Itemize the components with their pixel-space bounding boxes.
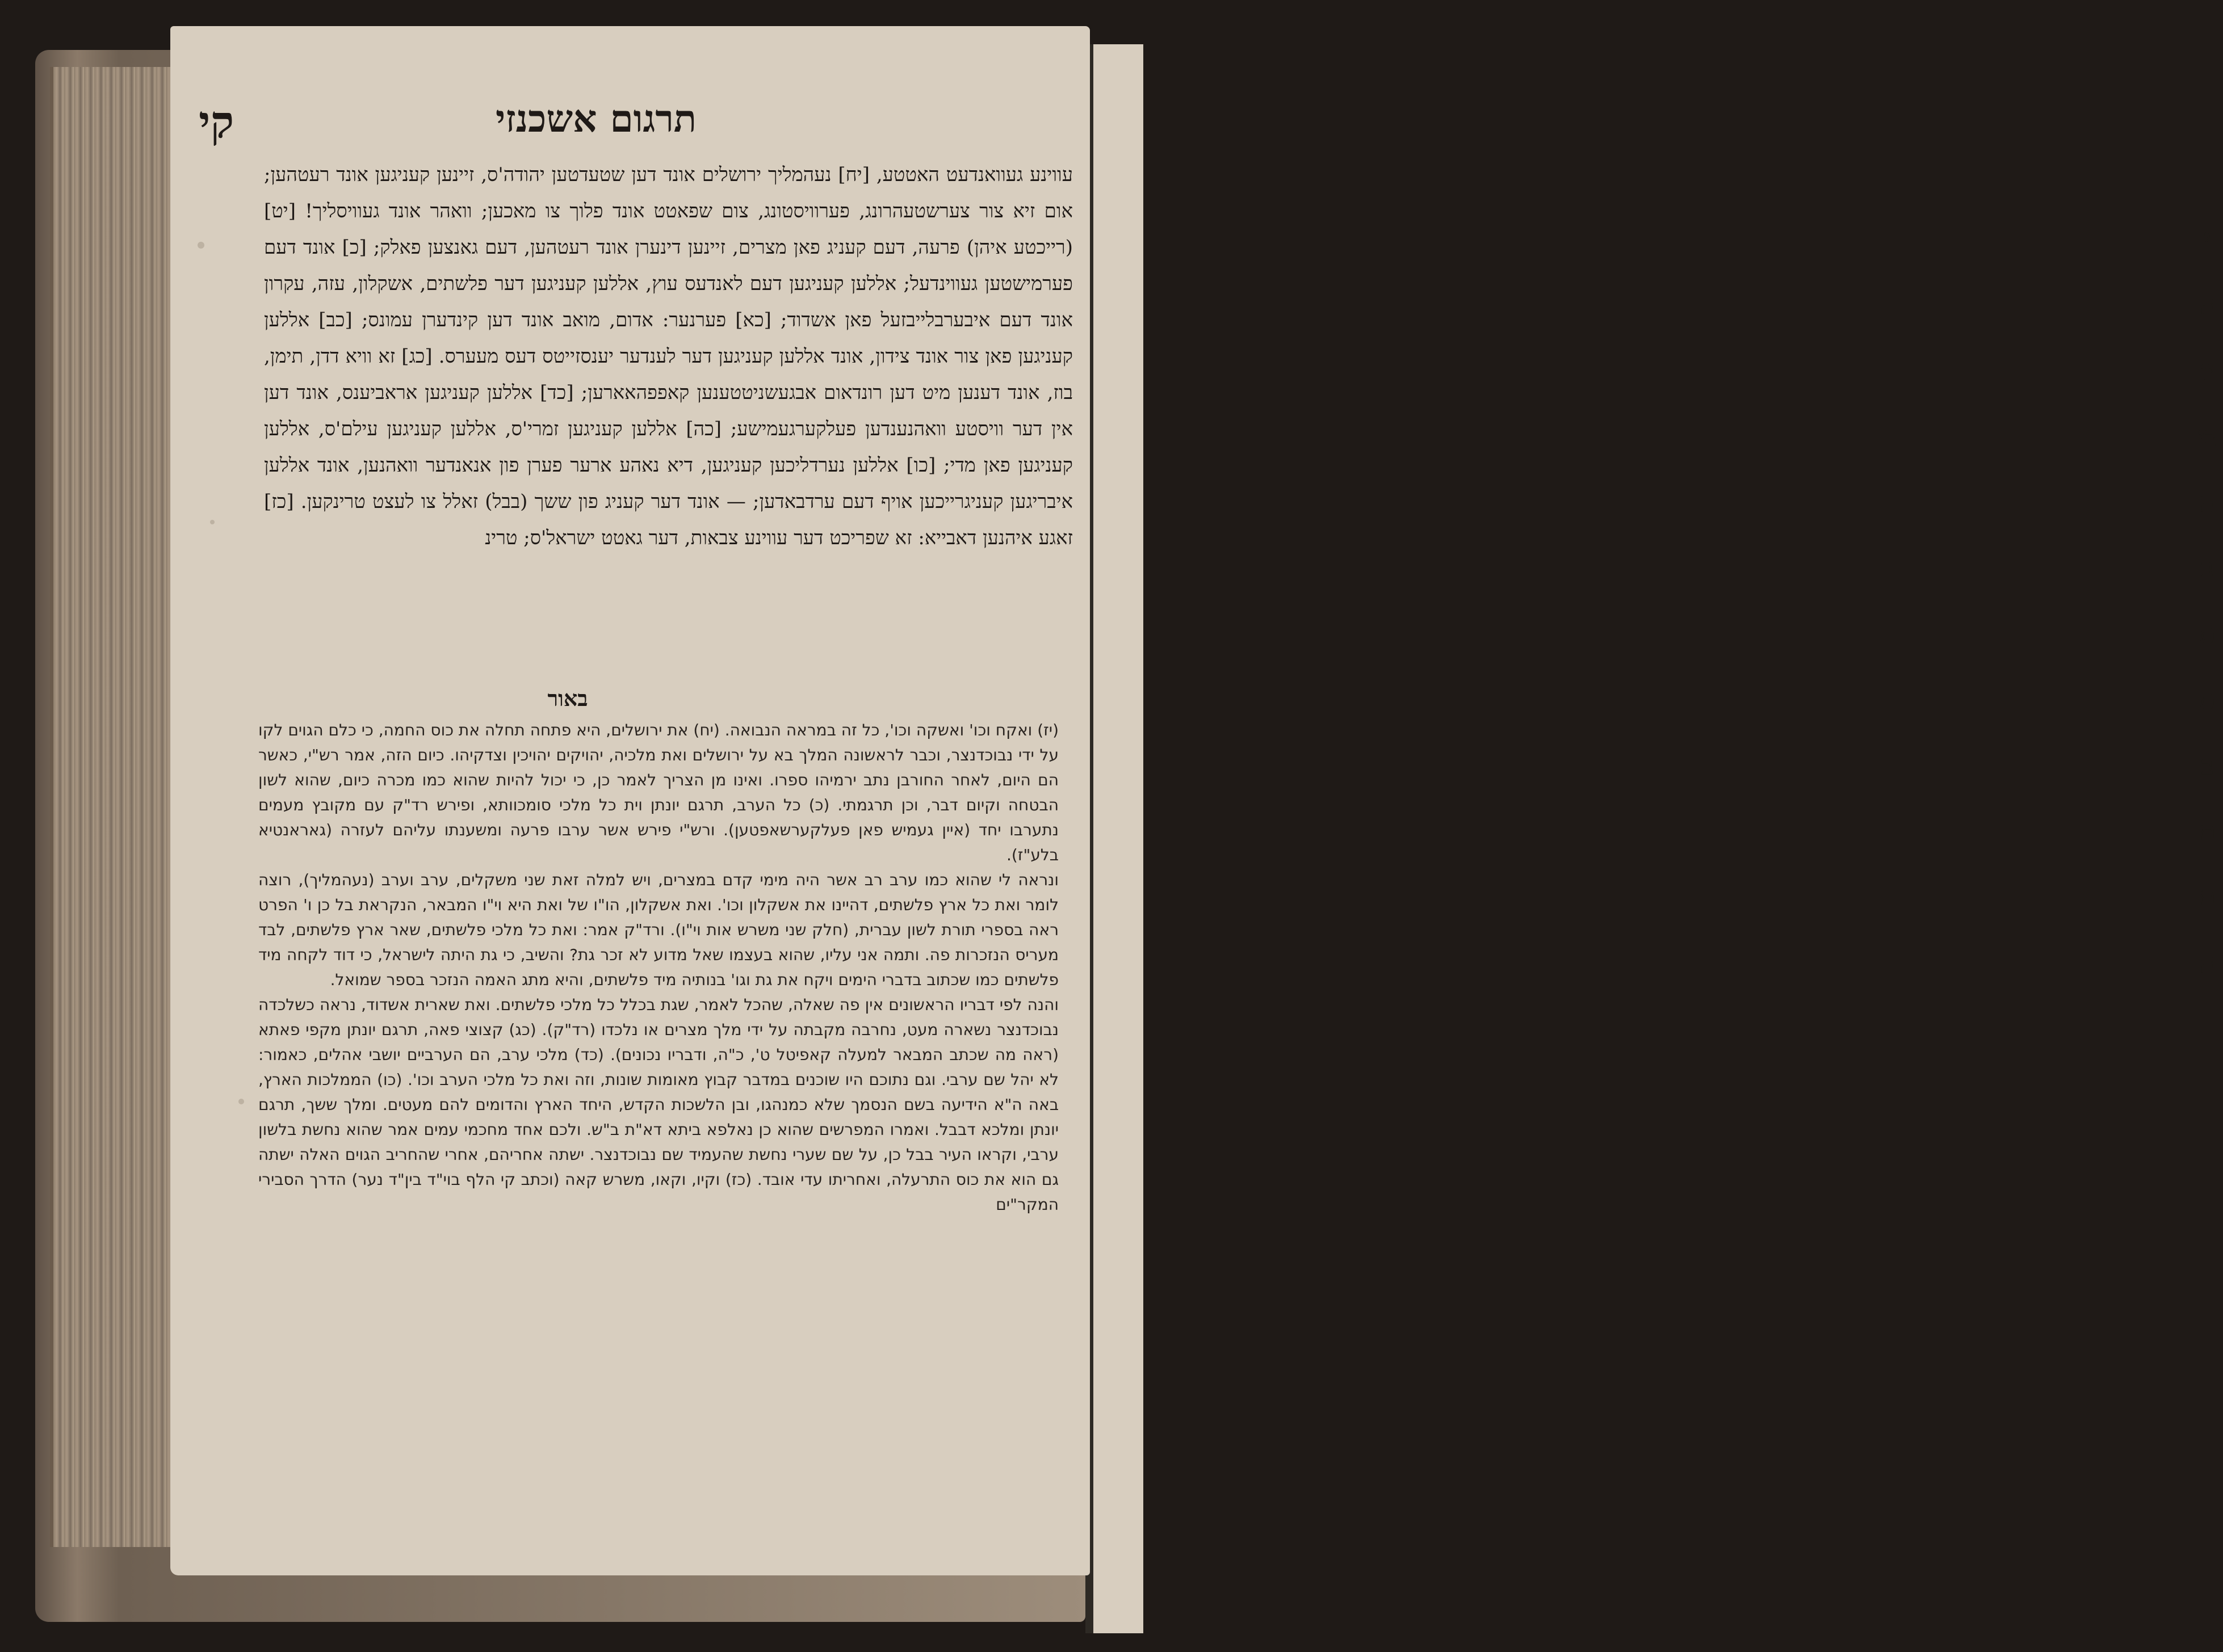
facing-page-letters — [2192, 206, 2223, 1398]
facing-letter: ב — [2201, 553, 2214, 583]
commentary-paragraph: והנה לפי דבריו הראשונים אין פה שאלה, שהכל לאמר, שגת בכלל כל מלכי פלשתים. ואת שארית אשדוד, נראה כשלכדה נבוכדנצר נשארה מעט, נחרבה מקבתה על ידי מלך מצרים או נלכדו (רד"ק). (כג) קצוצי פאה, תרגם יונתן מקפי פאתא (ראה מה שכתב המבאר למעלה קאפיטל ט', כ"ה, ודבריו נכונים). (כד) מלכי ערב, הם הערביים יושבי אהלים, כאמור: לא יהל שם ערבי. וגם נתוכם היו שוכנים במדבר קבוץ מאומות שונות, וזה ואת כל מלכי הערב וכו'. (כו) הממלכות הארץ, באה ה"א הידיעה בשם הנסמך שלא כמנהגו, ובן הלשכות הקדש, היחד הארץ והדומים להם מעטים. ומלך ששך, תרגם יונתן ומלכא דבבל. ואמרו המפרשים שהוא כן נאלפא ביתא דא"ת ב"ש. ולכם אחד מחכמי עמים אמר שהוא נחשת בלשון ערבי, וקראו העיר בבל כן, על שם שערי נחשת שהעמיד שם נבוכדנצר. ישתה אחריהם, אחרי שהחריב הגוים האלה ישתה גם הוא את כוס התרעלה, ואחריתו עדי אובד. (כז) וקיו, וקאו, משרש קאה (וכתב קי הלף בוי"ד בין"ד נער) הדרך הסבירי המקר"ים — [258, 995, 1059, 1214]
facing-letter: ת — [2199, 684, 2216, 715]
paper-spot — [210, 520, 215, 524]
facing-letter: ה — [2200, 289, 2215, 320]
facing-letter: ה — [2200, 948, 2215, 978]
facing-letter: ם — [2199, 882, 2216, 913]
facing-letter: בי — [2197, 421, 2217, 452]
facing-letter: ת — [2199, 619, 2216, 649]
commentary-text — [258, 718, 1059, 1456]
commentary-paragraph: (יז) ואקח וכו' ואשקה וכו', כל זה במראה הנבואה. (יח) את ירושלים, היא פתחה תחלה את כוס החמה, כי כלם הגוים לקו על ידי נבוכדנצר, וכבר לראשונה המלך בא על ירושלים ואת מלכיה, יהויקים יהויכין וצדקיהו. כיום הזה, אמר רש"י, כאשר הם היום, לאחר החורבן נתב ירמיהו ספרו. ואינו מן הצריך לאמר כן, כי יכול להיות שהוא כמו מכרה כיום, שהוא לשון הבטחה וקיום דבר, וכן תרגמתי. (כ) כל הערב, תרגם יונתן וית כל מלכי סומכוותא, ופירש רד"ק עם מקובץ מעמים נתערבו יחד (איין געמיש פאן פעלקערשאפטען). ורש"י פירש אשר ערבו פרעה ומשענתו עליהם לעזרה (גאראנטיא בלע"ז). — [258, 721, 1059, 864]
facing-letter: יו — [2200, 355, 2214, 386]
page-header — [199, 96, 812, 153]
paper-spot — [198, 242, 204, 249]
translation-text — [264, 157, 1073, 704]
page-number: קי — [199, 96, 234, 148]
facing-letter: ב — [2201, 750, 2214, 781]
facing-letter: י — [2204, 224, 2211, 254]
translation-paragraph: עווינע געוואנדעט האטטע, [יח] נעהמליך ירושלים אונד דען שטעדטען יהודה'ס, זיינען קעניגען אונד רעטהען; אום זיא צור צערשטעהרונג, פערוויסטונג, צום שפאטט אונד פלוך צו מאכען; וואהר אונד געוויסליך! [יט] (רייכטע איהן) פרעה, דעם קעניג פאן מצרים, זיינען דינערן אונד רעטהען, דעם גאנצען פאלק; [כ] אונד דעם פערמישטען געווינדעל; אללען קעניגען דעם לאנדעס עוץ, אללען קעניגען דער פלשתים, אשקלון, עזה, עקרון אונד דעם איבערבלייבזעל פאן אשדוד; [כא] פערנער: אדום, מואב אונד דען קינדערן עמונס; [כב] אללען קעניגען פאן צור אונד צידון, אונד אללען קעניגען דער לענדער יענסזייטס דעס מעערס. [כג] זא וויא דדן, תימן, בוז, אונד דענען מיט דען רונדאום אבגעשניטטענען קאפפהאארען; [כד] אללען קעניגען אראביענס, אונד דען אין דער וויסטע וואהנענדען פעלקערגעמישע; [כה] אללען קעניגען זמרי'ס, אללען קעניגען עילם'ס, אללען קעניגען פאן מדי; [כו] אללען נערדליכען קעניגען, דיא נאהע ארער פערן פון אנאנדער וואהנען, אונד אללען איבריגען קעניגרייכען אויף דעם ערדבאדען; — אונד דער קעניג פון ששך (בבל) זאלל צו לעצט טרינקען. [כז] זאגע איהנען דאבייא: זא שפריכט דער עווינע צבאות, דער גאטט ישראל'ס; טרינ — [264, 163, 1073, 549]
facing-letter: ם — [2199, 816, 2216, 847]
facing-letter: ה — [2200, 487, 2215, 518]
facing-page-edge — [1085, 44, 2217, 1633]
commentary-heading: באור — [547, 686, 588, 711]
commentary-paragraph: ונראה לי שהוא כמו ערב רב אשר היה מימי קדם במצרים, ויש למלה זאת שני משקלים, ערב וערב (נעהמליך), רוצה לומר ואת כל ארץ פלשתים, דהיינו את אשקלון וכו'. ואת אשקלון, הו"ו של ואת היא וי"ו המבאר, הנקראת בל כן ו' הפרט ראה בספרי תורת לשון עברית, (חלק שני משרש אות וי"ו). ורד"ק אמר: ואת כל מלכי פלשתים, שאר ארץ פלשתים, לבד מעריס הנזכרות פה. ותמה אני עליו, שהוא בעצמו שאל מדוע לא זכר גת? והשיב, כי גת היתה לישראל, כי דוד לקחה מיד פלשתים כמו שכתוב בדברי הימים ויקח את גת וגו' בנותיה מיד פלשתים, והיא מתג האמה הנזכר בספר שמואל. — [258, 871, 1059, 989]
page-title: תרגום אשכנזי — [495, 96, 697, 141]
paper-spot — [238, 1099, 244, 1104]
